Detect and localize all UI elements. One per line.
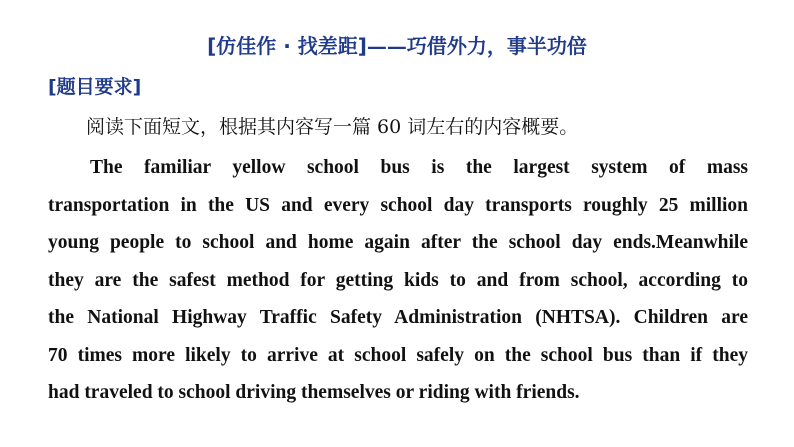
passage-line: they are the safest method for getting kids to and from school, according to: [48, 269, 748, 291]
heading-tag: [仿佳作 · 找差距]: [207, 34, 367, 58]
passage-line: 70 times more likely to arrive at school safely on the school bus than if they: [48, 344, 748, 366]
passage-line: had traveled to school driving themselves or riding with friends.: [48, 382, 580, 403]
passage-line: The familiar yellow school bus is the largest system of mass: [90, 157, 748, 178]
page-heading: [0, 32, 794, 60]
passage-line: the National Highway Traffic Safety Administration (NHTSA). Children are: [48, 307, 748, 328]
passage-line: transportation in the US and every school day transports roughly 25 million: [48, 194, 748, 216]
heading-dash: ——: [366, 34, 407, 58]
passage-line: young people to school and home again after the school day ends.Meanwhile: [48, 232, 748, 253]
passage-text: [48, 149, 748, 412]
section-label: [题目要求]: [48, 76, 142, 98]
heading-subtitle: 巧借外力，事半功倍: [406, 34, 587, 58]
task-instruction: 阅读下面短文，根据其内容写一篇 60 词左右的内容概要。: [86, 116, 579, 138]
